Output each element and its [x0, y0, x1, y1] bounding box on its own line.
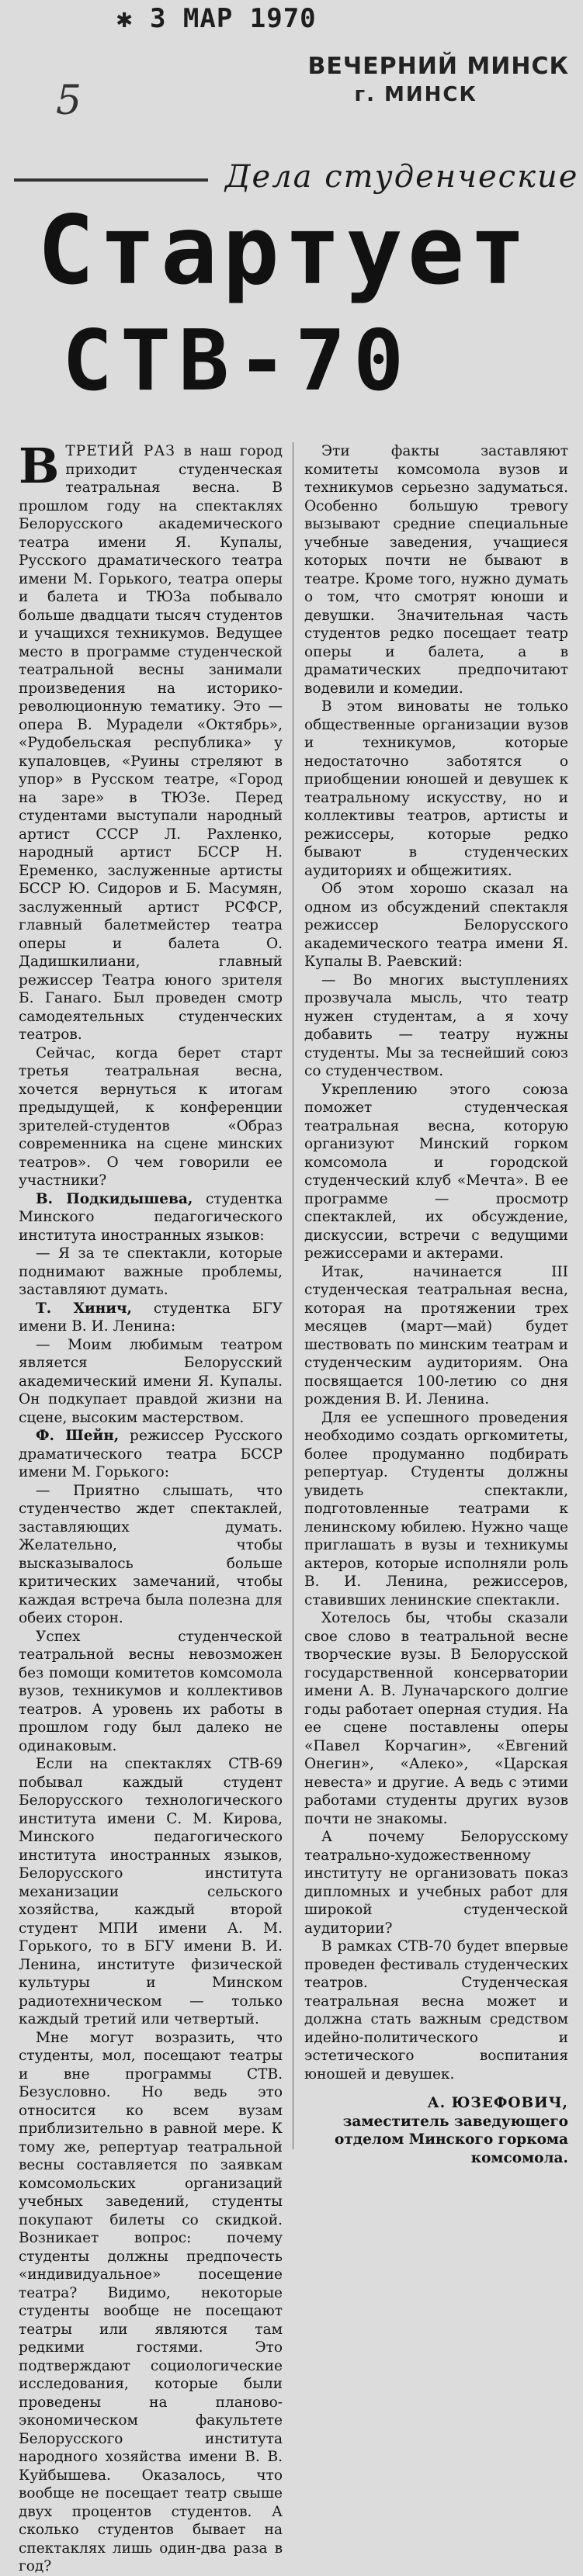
- speaker-quote: — Во многих выступлениях прозвучала мысль, что театр нужен студентам, а я хочу добавить — театру нужны студенты. Мы за теснейший союз со студенчеством.: [304, 971, 568, 1079]
- paragraph: В рамках СТВ-70 будет впервые проведен фестиваль студенческих театров. Студенческая театральная весна может и должна стать важным средством идейно-политического и эстетического воспитания юношей и девушек.: [304, 1938, 568, 2083]
- author-title: заместитель заведующего отделом Минского горкома комсомола.: [335, 2113, 568, 2166]
- newspaper-label: [308, 53, 569, 106]
- paragraph: Сейчас, когда берет старт третья театральная весна, хочется вернуться к итогам предыдущей, к конференции зрителей-студентов «Образ современника на сцене минских театров». О чем говорили ее участники?: [19, 1044, 283, 1189]
- paragraph: А почему Белорусскому театрально-художественному институту не организовать показ дипломных и учебных работ для широкой студенческой аудитории?: [304, 1829, 568, 1937]
- newspaper-name: ВЕЧЕРНИЙ МИНСК: [307, 53, 569, 80]
- paragraph: Эти факты заставляют комитеты комсомола вузов и техникумов серьезно задуматься. Особенно большую тревогу вызывают средние специальные учебные заведения, учащиеся которых почти не бывают в театре. Кроме того, нужно думать о том, что смотрят юноши и девушки. Значительная часть студентов редко посещает театр оперы и балета, а в драматических предпочитают водевили и комедии.: [304, 443, 568, 697]
- paragraph: Для ее успешного проведения необходимо создать оргкомитеты, более продуманно подбирать репертуар. Студенты должны увидеть спектакли, подготовленные театрами к ленинскому юбилею. Нужно чаще приглашать в вузы и техникумы актеров, которые исполняли роль В. И. Ленина, режиссеров, ставивших ленинские спектакли.: [304, 1409, 568, 1608]
- paragraph: Итак, начинается III студенческая театральная весна, которая на протяжении трех месяцев (март—май) будет шествовать по минским театрам и студенческим аудиториям. Она посвящается 100-летию со дня рождения В. И. Ленина.: [304, 1263, 568, 1407]
- paragraph: В этом виноваты не только общественные организации вузов и техникумов, которые недостаточно заботятся о приобщении юношей и девушек к театральному искусству, но и коллективы театров, артисты и режиссеры, которые редко бывают в студенческих аудиториях и общежитиях.: [304, 698, 568, 879]
- headline-line-2: СТВ-70: [62, 313, 412, 410]
- paragraph: Если на спектаклях СТВ-69 побывал каждый студент Белорусского технологического института имени С. М. Кирова, Минского педагогического института иностранных языков, Белорусского института механизации сельского хозяйства, каждый второй студент МПИ имени А. М. Горького, то в БГУ имени В. И. Ленина, институте физической культуры и Минском радиотехническом — только каждый третий или четвертый.: [19, 1756, 283, 2027]
- speaker-intro: Т. Хинич, студентка БГУ имени В. И. Ленина:: [19, 1300, 283, 1335]
- speaker-intro: Ф. Шейн, режиссер Русского драматического театра БССР имени М. Горького:: [19, 1428, 283, 1480]
- handwritten-number: 5: [56, 78, 82, 124]
- article-column-1: [19, 438, 283, 2576]
- rubric-divider: [14, 178, 208, 182]
- newspaper-city: г. МИНСК: [354, 83, 477, 106]
- paragraph: Хотелось бы, чтобы сказали свое слово в театральной весне творческие вузы. В Белорусской государственной консерватории имени А. В. Луначарского долгие годы работает оперная студия. На ее сцене поставлены оперы «Павел Корчагин», «Евгений Онегин», «Алеко», «Царская невеста» и другие. А ведь с этими работами студенты других вузов почти не знакомы.: [304, 1610, 568, 1827]
- lead-paragraph: ВТРЕТИЙ РАЗ в наш город приходит студенческая театральная весна. В прошлом году на спектаклях Белорусского академического театра имени Я. Купалы, Русского драматического театра имени М. Горького, театра оперы и балета и ТЮЗа побывало больше двадцати тысяч студентов и учащихся техникумов. Ведущее место в программе студенческой театральной весны занимали произведения на историко-революционную тематику. Это — опера В. Мурадели «Октябрь», «Рудобельская республика» у купаловцев, «Руины стреляют в упор» в Русском театре, «Город на заре» в ТЮЗе. Перед студентами выступали народный артист СССР Л. Рахленко, народный артист БССР Н. Еременко, заслуженные артисты БССР Ю. Сидоров и Б. Масумян, заслуженный артист РСФСР, главный балетмейстер театра оперы и балета О. Дадишкилиани, главный режиссер Театра юного зрителя Б. Ганаго. Был проведен смотр самодеятельных студенческих театров.: [19, 438, 283, 1043]
- paragraph: Укреплению этого союза поможет студенческая театральная весна, которую организуют Минский горком комсомола и городской студенческий клуб «Мечта». В ее программе — просмотр спектаклей, их обсуждение, дискуссии, встречи с ведущими режиссерами и актерами.: [304, 1081, 568, 1262]
- paragraph: Мне могут возразить, что студенты, мол, посещают театры и вне программы СТВ. Безусловно. Но ведь это относится ко всем вузам приблизительно в равной мере. К тому же, репертуар театральной весны составляется по заявкам комсомольских организаций учебных заведений, студенты покупают билеты со скидкой. Возникает вопрос: почему студенты должны предпочесть «индивидуальное» посещение театра? Видимо, некоторые студенты вообще не посещают театры или являются там редкими гостями. Это подтверждают социологические исследования, которые были проведены на планово-экономическом факультете Белорусского института народного хозяйства имени В. В. Куйбышева. Оказалось, что вообще не посещает театр свыше двух процентов студентов. А сколько студентов бывает на спектаклях лишь один-два раза в год?: [19, 2029, 283, 2574]
- speaker-quote: — Моим любимым театром является Белорусский академический имени Я. Купалы. Он подкупает правдой жизни на сцене, высоким мастерством.: [19, 1336, 283, 1426]
- drop-cap: В: [19, 438, 60, 494]
- article-body: [19, 438, 570, 2574]
- rubric: Дела студенческие: [225, 159, 579, 195]
- stamp-symbol-icon: ✱: [116, 3, 150, 34]
- speaker-name: Т. Хинич,: [36, 1300, 132, 1317]
- paragraph: Успех студенческой театральной весны невозможен без помощи комитетов комсомола вузов, техникумов и коллективов театров. А уровень их работы в прошлом году был далеко не одинаковым.: [19, 1628, 283, 1754]
- paragraph: Об этом хорошо сказал на одном из обсуждений спектакля режиссер Белорусского академического театра имени Я. Купалы В. Раевский:: [304, 881, 568, 970]
- speaker-quote: — Я за те спектакли, которые поднимают важные проблемы, заставляют думать.: [19, 1245, 283, 1298]
- article-column-2: [304, 442, 568, 2167]
- speaker-name: В. Подкидышева,: [36, 1190, 193, 1207]
- speaker-quote: — Приятно слышать, что студенчество ждет спектаклей, заставляющих думать. Желательно, чтобы высказывалось больше критических замечаний, чтобы каждая встреча была полезна для обеих сторон.: [19, 1482, 283, 1626]
- speaker-intro: В. Подкидышева, студентка Минского педагогического института иностранных языков:: [19, 1190, 283, 1244]
- speaker-name: Ф. Шейн,: [36, 1428, 120, 1444]
- author-name: А. ЮЗЕФОВИЧ,: [427, 2095, 568, 2111]
- headline-line-1: Стартует: [37, 196, 531, 306]
- date-stamp: ✱ 3 МАР 1970: [116, 3, 317, 34]
